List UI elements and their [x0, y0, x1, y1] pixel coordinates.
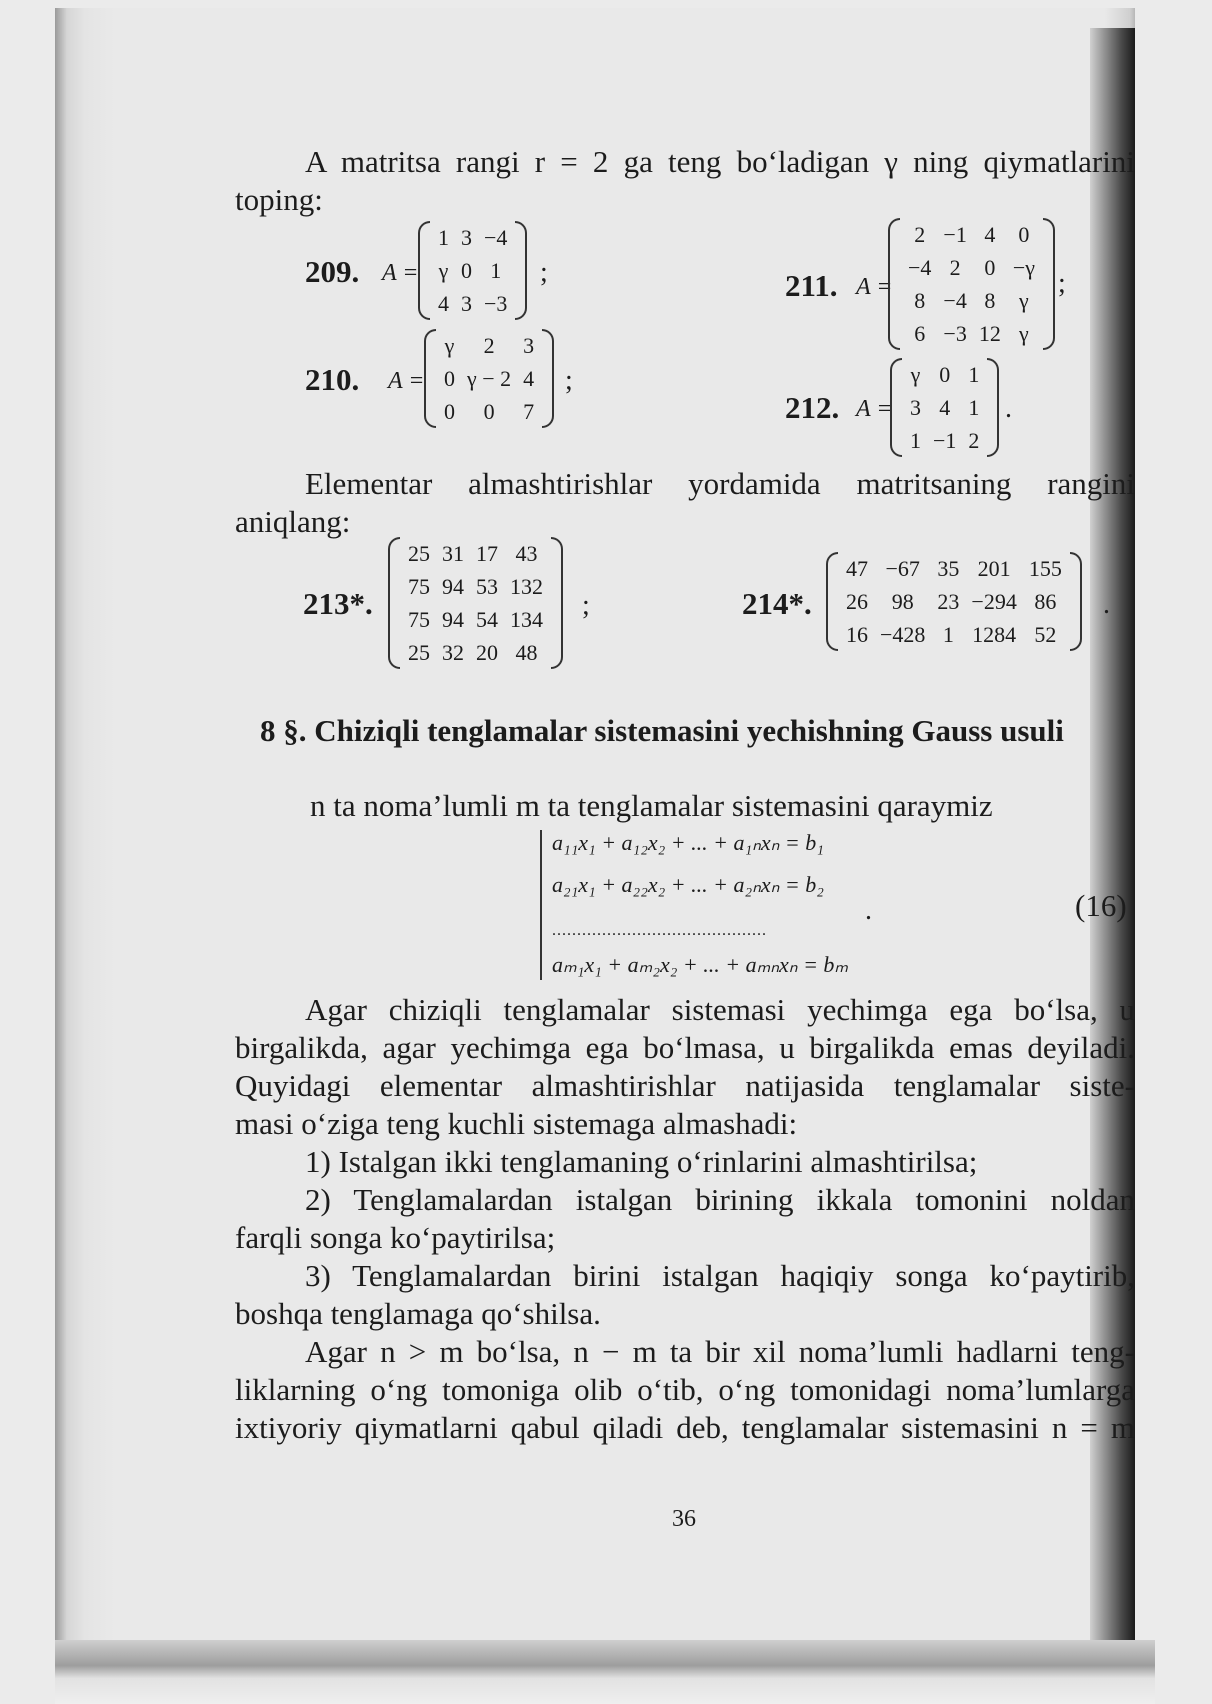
matrix-row	[438, 329, 540, 362]
matrix-cell: 94	[442, 606, 464, 632]
matrix-cell: 7	[523, 398, 535, 424]
matrix-row	[904, 391, 985, 424]
matrix-cell: 98	[891, 588, 914, 614]
problem-209-matrix	[418, 221, 527, 320]
problem-212-label: A =	[856, 396, 893, 422]
matrix-row	[402, 570, 549, 603]
problem-214-matrix	[826, 552, 1082, 651]
matrix-cell: 75	[408, 573, 430, 599]
matrix-cell: γ	[444, 332, 455, 358]
matrix-row	[432, 287, 513, 320]
problem-213-matrix	[388, 537, 563, 669]
matrix-cell: 25	[408, 540, 430, 566]
problem-214-number: 214*.	[742, 586, 812, 621]
matrix-cell: −428	[880, 621, 926, 647]
matrix-cell: 54	[476, 606, 498, 632]
matrix-cell: γ	[438, 257, 449, 283]
page-number: 36	[672, 1506, 696, 1532]
matrix-row	[432, 254, 513, 287]
matrix-cell: 75	[408, 606, 430, 632]
matrix-cell: γ − 2	[467, 365, 512, 391]
matrix-cell: 25	[408, 639, 430, 665]
para1-line-3: Quyidagi elementar almashtirishlar natijasida tenglamalar siste-	[235, 1068, 1135, 1103]
matrix-cell: −67	[885, 555, 920, 581]
para2-line-2: liklarning o‘ng tomoniga olib o‘tib, o‘ng tomonidagi noma’lumlarga	[235, 1372, 1135, 1407]
matrix-row	[904, 358, 985, 391]
problem-211-label: A =	[856, 274, 893, 300]
problem-212-punct: .	[1005, 393, 1012, 424]
equation-1: a₁₁x₁ + a₁₂x₂ + ... + a₁ₙxₙ = b₁	[552, 830, 824, 855]
intro-line-2: toping:	[235, 182, 323, 217]
problem-213-punct: ;	[582, 590, 590, 621]
matrix-row	[904, 424, 985, 457]
problem-214-punct: .	[1103, 589, 1110, 620]
matrix-cell: 0	[939, 361, 951, 387]
matrix-cell: 26	[846, 588, 868, 614]
matrix-cell: −3	[943, 320, 967, 346]
matrix-cell: 16	[846, 621, 868, 647]
section-heading: 8 §. Chiziqli tenglamalar sistemasini yechishning Gauss usuli	[260, 713, 1064, 748]
matrix-cell: 4	[939, 394, 951, 420]
matrix-cell: 17	[476, 540, 498, 566]
matrix-row	[402, 636, 549, 669]
matrix-cell: 1	[968, 394, 980, 420]
matrix-cell: 32	[442, 639, 464, 665]
matrix-cell: 1	[910, 427, 921, 453]
matrix-cell: 1	[490, 257, 502, 283]
matrix-cell: 132	[510, 573, 543, 599]
matrix-cell: 3	[910, 394, 921, 420]
list-item-2b: farqli songa ko‘paytirilsa;	[235, 1220, 556, 1255]
matrix-cell: −γ	[1012, 254, 1035, 280]
problem-209-punct: ;	[540, 257, 548, 288]
matrix-cell: 48	[515, 639, 538, 665]
matrix-cell: 35	[937, 555, 960, 581]
matrix-cell: −4	[943, 287, 967, 313]
matrix-cell: −1	[933, 427, 957, 453]
problem-213-number: 213*.	[303, 586, 373, 621]
matrix-cell: 47	[846, 555, 868, 581]
equation-m: aₘ₁x₁ + aₘ₂x₂ + ... + aₘₙxₙ = bₘ	[552, 952, 849, 977]
consider-line: n ta noma’lumli m ta tenglamalar sistemasini qaraymiz	[310, 788, 993, 823]
problem-209-number: 209.	[305, 254, 360, 289]
problem-211-punct: ;	[1058, 268, 1066, 299]
matrix-cell: 1	[968, 361, 980, 387]
system-period: .	[865, 895, 872, 926]
matrix-row	[902, 317, 1041, 350]
matrix-cell: 2	[949, 254, 961, 280]
para1-line-2: birgalikda, agar yechimga ega bo‘lmasa, u birgalikda emas deyiladi.	[235, 1030, 1135, 1065]
matrix-cell: 8	[984, 287, 996, 313]
matrix-row	[902, 251, 1041, 284]
matrix-cell: 0	[984, 254, 996, 280]
matrix-cell: 94	[442, 573, 464, 599]
para2-line-3: ixtiyoriy qiymatlarni qabul qiladi deb, tenglamalar sistemasini n = m	[235, 1410, 1135, 1445]
matrix-cell: 0	[444, 398, 455, 424]
matrix-cell: 3	[523, 332, 535, 358]
matrix-cell: 4	[984, 221, 996, 247]
para1-line-4: masi o‘ziga teng kuchli sistemaga almashadi:	[235, 1106, 798, 1141]
matrix-cell: 0	[444, 365, 455, 391]
matrix-cell: 201	[977, 555, 1011, 581]
matrix-cell: 2	[483, 332, 495, 358]
matrix-cell: 8	[914, 287, 926, 313]
matrix-cell: 4	[523, 365, 535, 391]
elementary-line-1: Elementar almashtirishlar yordamida matritsaning rangini	[305, 466, 1135, 501]
matrix-cell: γ	[1019, 287, 1029, 313]
matrix-cell: 0	[461, 257, 472, 283]
problem-210-matrix	[424, 329, 554, 428]
matrix-cell: 134	[510, 606, 543, 632]
matrix-row	[840, 552, 1068, 585]
matrix-cell: 2	[914, 221, 926, 247]
matrix-row	[432, 221, 513, 254]
page-bottom-edge	[55, 1640, 1155, 1704]
matrix-row	[840, 585, 1068, 618]
equation-system	[540, 830, 862, 980]
matrix-cell: 31	[442, 540, 464, 566]
problem-210-punct: ;	[565, 365, 573, 396]
matrix-row	[902, 284, 1041, 317]
matrix-cell: 86	[1034, 588, 1057, 614]
matrix-row	[902, 218, 1041, 251]
problem-210-number: 210.	[305, 362, 360, 397]
matrix-cell: 12	[978, 320, 1001, 346]
problem-211-matrix	[888, 218, 1055, 350]
matrix-cell: 20	[476, 639, 498, 665]
matrix-row	[402, 537, 549, 570]
problem-209-label: A =	[382, 260, 419, 286]
list-item-2a: 2) Tenglamalardan istalgan birining ikkala tomonini noldan	[305, 1182, 1135, 1217]
matrix-cell: γ	[910, 361, 921, 387]
equation-number: (16)	[1075, 888, 1127, 923]
matrix-cell: 1	[942, 621, 954, 647]
list-item-3a: 3) Tenglamalardan birini istalgan haqiqiy songa ko‘paytirib,	[305, 1258, 1135, 1293]
matrix-cell: 43	[515, 540, 538, 566]
matrix-cell: 3	[461, 224, 472, 250]
equation-2: a₂₁x₁ + a₂₂x₂ + ... + a₂ₙxₙ = b₂	[552, 872, 824, 897]
equation-dots: ...........................................	[552, 922, 767, 939]
list-item-3b: boshqa tenglamaga qo‘shilsa.	[235, 1296, 601, 1331]
matrix-cell: 6	[914, 320, 926, 346]
matrix-cell: 2	[968, 427, 980, 453]
matrix-cell: 1284	[972, 621, 1017, 647]
matrix-cell: −294	[971, 588, 1017, 614]
para1-line-1: Agar chiziqli tenglamalar sistemasi yechimga ega bo‘lsa, u	[305, 992, 1135, 1027]
matrix-row	[438, 362, 540, 395]
problem-212-number: 212.	[785, 390, 840, 425]
matrix-cell: γ	[1019, 320, 1029, 346]
matrix-cell: 23	[937, 588, 960, 614]
matrix-cell: 0	[1018, 221, 1030, 247]
problem-210-label: A =	[388, 368, 425, 394]
problem-211-number: 211.	[785, 268, 838, 303]
matrix-cell: 1	[438, 224, 449, 250]
intro-line-1: A matritsa rangi r = 2 ga teng bo‘ladigan γ ning qiymatlarini	[305, 144, 1135, 179]
matrix-cell: 0	[483, 398, 495, 424]
matrix-cell: 53	[476, 573, 498, 599]
matrix-cell: −4	[484, 224, 508, 250]
matrix-row	[840, 618, 1068, 651]
matrix-cell: 155	[1028, 555, 1062, 581]
matrix-cell: −3	[484, 290, 508, 316]
matrix-cell: 3	[461, 290, 472, 316]
matrix-cell: 4	[438, 290, 449, 316]
matrix-cell: −4	[908, 254, 932, 280]
problem-212-matrix	[890, 358, 999, 457]
para2-line-1: Agar n > m bo‘lsa, n − m ta bir xil noma’lumli hadlarni teng-	[305, 1334, 1135, 1369]
elementary-line-2: aniqlang:	[235, 504, 351, 539]
list-item-1: 1) Istalgan ikki tenglamaning o‘rinlarini almashtirilsa;	[305, 1144, 978, 1179]
matrix-cell: −1	[943, 221, 967, 247]
matrix-row	[402, 603, 549, 636]
matrix-cell: 52	[1034, 621, 1057, 647]
matrix-row	[438, 395, 540, 428]
